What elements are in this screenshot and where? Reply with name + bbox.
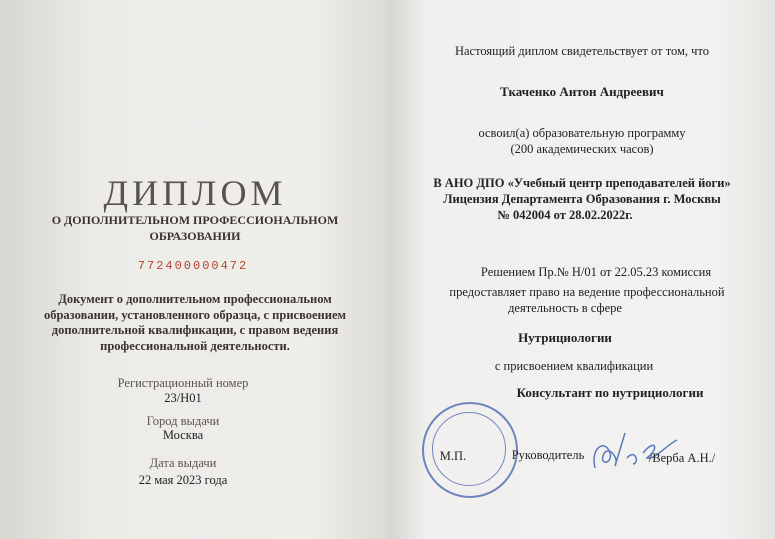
city-value: Москва bbox=[162, 428, 204, 442]
mp-label: М.П. bbox=[439, 449, 467, 463]
description-line: профессиональной деятельности. bbox=[100, 338, 290, 353]
intro-text: Настоящий диплом свидетельствует от том, что bbox=[454, 44, 710, 58]
description bbox=[44, 292, 346, 354]
grant-line-1: предоставляет право на ведение профессиональной bbox=[449, 285, 725, 299]
org-line-1: В АНО ДПО «Учебный центр преподавателей йоги» bbox=[433, 176, 731, 190]
date-value: 22 мая 2023 года bbox=[138, 473, 228, 487]
stamp-seal bbox=[422, 402, 518, 498]
reg-number-value: 23/Н01 bbox=[164, 391, 202, 405]
description-line: Документ о дополнительном профессиональном bbox=[58, 292, 332, 306]
diploma-subtitle-1: О ДОПОЛНИТЕЛЬНОМ ПРОФЕССИОНАЛЬНОМ bbox=[51, 213, 339, 227]
head-label: Руководитель bbox=[511, 448, 585, 462]
description-line: дополнительной квалификации, с правом ведения bbox=[51, 323, 339, 337]
field-name: Нутрициологии bbox=[518, 330, 612, 345]
description-line: образовании, установленного образца, с присвоением bbox=[43, 307, 347, 322]
city-label: Город выдачи bbox=[146, 414, 220, 428]
head-name: /Верба А.Н./ bbox=[648, 451, 716, 465]
org-line-2: Лицензия Департамента Образования г. Москвы bbox=[443, 192, 721, 206]
org-line-3: № 042004 от 28.02.2022г. bbox=[497, 208, 633, 222]
serial-number: 772400000472 bbox=[137, 259, 249, 273]
grant-line-2: деятельность в сфере bbox=[508, 301, 622, 315]
decision-text: Решением Пр.№ Н/01 от 22.05.23 комиссия bbox=[480, 265, 712, 279]
program-line-2: (200 академических часов) bbox=[510, 142, 654, 156]
qualification-name: Консультант по нутрициологии bbox=[516, 385, 704, 400]
recipient-name: Ткаченко Антон Андреевич bbox=[500, 84, 664, 99]
diploma-subtitle-2: ОБРАЗОВАНИИ bbox=[149, 229, 241, 243]
reg-number-label: Регистрационный номер bbox=[117, 376, 249, 390]
diploma-title: ДИПЛОМ bbox=[103, 173, 287, 213]
program-line-1: освоил(а) образовательную программу bbox=[478, 126, 686, 140]
qualification-label: с присвоением квалификации bbox=[494, 359, 654, 373]
date-label: Дата выдачи bbox=[149, 456, 217, 470]
